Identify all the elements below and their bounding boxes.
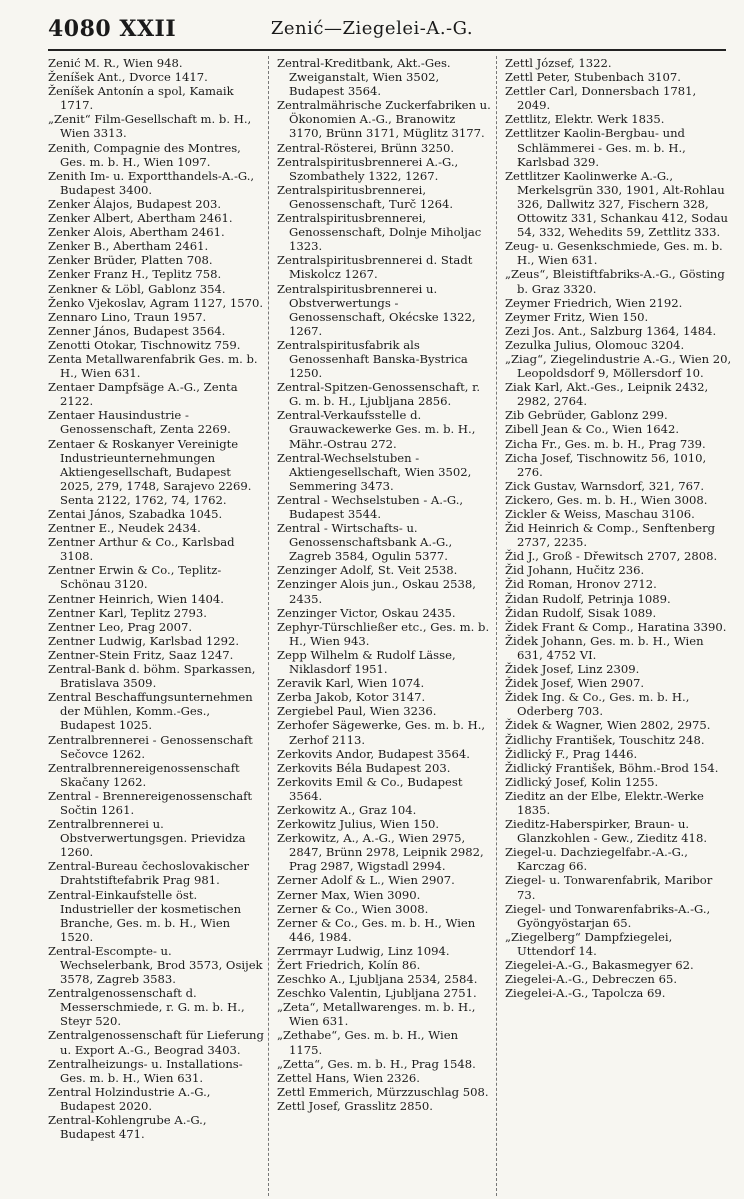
directory-entry: Zerner Adolf & L., Wien 2907. (277, 873, 455, 888)
directory-entry: Ziak Karl, Akt.-Ges., Leipnik 2432, 2982, 2764. (505, 380, 712, 409)
directory-entry: Židan Rudolf, Sisak 1089. (505, 605, 657, 620)
directory-entry: Zenker Albert, Abertham 2461. (48, 211, 233, 226)
directory-entry: Zib Gebrüder, Gablonz 299. (505, 408, 668, 423)
directory-entry: Zentral-Spitzen-Genossenschaft, r. G. m. b. H., Ljubljana 2856. (277, 380, 484, 409)
directory-entry: Žert Friedrich, Kolín 86. (277, 958, 421, 972)
directory-entry: Zezulka Julius, Olomouc 3204. (505, 337, 685, 352)
directory-entry: Zenotti Otokar, Tischnowitz 759. (48, 337, 241, 352)
directory-entry: Zenner János, Budapest 3564. (48, 323, 226, 338)
directory-entry: Zenzinger Victor, Oskau 2435. (277, 605, 456, 620)
directory-entry: Zentral - Wechselstuben - A.-G., Budapest 3544. (277, 492, 467, 521)
directory-entry: Zeymer Friedrich, Wien 2192. (505, 295, 683, 310)
directory-entry: Židlichy František, Touschitz 248. (505, 732, 705, 747)
directory-entry: Zentner Erwin & Co., Teplitz-Schönau 3120. (48, 563, 222, 592)
directory-entry: Ženíšek Ant., Dvorce 1417. (48, 70, 208, 85)
directory-entry: Židek Josef, Linz 2309. (505, 662, 640, 677)
directory-entry: Zeschko Valentin, Ljubljana 2751. (277, 986, 477, 1001)
directory-entry: Zerhofer Sägewerke, Ges. m. b. H., Zerhof 2113. (277, 718, 489, 747)
directory-entry: Zenkner & Löbl, Gablonz 354. (48, 281, 226, 296)
directory-entry: Ziegel- und Tonwarenfabriks-A.-G., Gyöngyöstarjan 65. (505, 901, 714, 930)
directory-entry: Židek Ing. & Co., Ges. m. b. H., Oderberg 703. (505, 690, 694, 719)
directory-entry: Zenzinger Adolf, St. Veit 2538. (277, 563, 458, 578)
directory-entry: Zerkowitz A., Graz 104. (277, 802, 417, 817)
directory-entry: Zentralmährische Zuckerfabriken u. Ökonomien A.-G., Branowitz 3170, Brünn 3171, Müglitz 3177. (277, 98, 495, 141)
directory-entry: Žid Heinrich & Comp., Senftenberg 2737, 2235. (505, 521, 719, 550)
directory-entry: Zicha Josef, Tischnowitz 56, 1010, 276. (505, 450, 710, 479)
page-title: Zenić—Ziegelei-A.-G. (270, 18, 474, 39)
directory-entry: Zenith, Compagnie des Montres, Ges. m. b. H., Wien 1097. (48, 140, 245, 169)
directory-entry: Zentral-Escompte- u. Wechselerbank, Brod 3573, Osijek 3578, Zagreb 3583. (48, 943, 267, 987)
header-rule (48, 49, 726, 51)
directory-entry: Zenith Im- u. Exportthandels-A.-G., Budapest 3400. (48, 168, 258, 197)
directory-entry: Zentralspiritusbrennerei u. Obstverwertungs - Genossenschaft, Okécske 1322, 1267. (277, 281, 480, 338)
directory-entry: Zentai János, Szabadka 1045. (48, 507, 223, 521)
directory-entry: Zerner & Co., Ges. m. b. H., Wien 446, 1984. (277, 915, 479, 944)
directory-entry: Zentaer Hausindustrie - Genossenschaft, Zenta 2269. (48, 408, 231, 437)
directory-entry: Zieditz-Haberspirker, Braun- u. Glanzkohlen - Gew., Zieditz 418. (505, 817, 707, 846)
directory-entry: „Zeus“, Bleistiftfabriks-A.-G., Gösting b. Graz 3320. (505, 267, 729, 296)
directory-entry: Zepp Wilhelm & Rudolf Lässe, Niklasdorf 1951. (277, 647, 460, 677)
directory-entry: Zentralgenossenschaft für Lieferung u. Export A.-G., Beograd 3403. (48, 1028, 268, 1057)
directory-entry: Zettel Hans, Wien 2326. (277, 1070, 420, 1085)
column-left (48, 56, 268, 1196)
directory-entry: Zentner-Stein Fritz, Saaz 1247. (48, 647, 234, 662)
directory-entry: Zerkovits Andor, Budapest 3564. (277, 746, 470, 761)
directory-entry: Zettl Emmerich, Mürzzuschlag 508. (277, 1084, 489, 1099)
directory-entry: Zentralspiritusbrennerei, Genossenschaft, Dolnje Miholjac 1323. (277, 211, 485, 254)
directory-entry: Žid Roman, Hronov 2712. (505, 577, 657, 592)
directory-entry: „Ziag“, Ziegelindustrie A.-G., Wien 20, Leopoldsdorf 9, Möllersdorf 10. (505, 351, 735, 381)
directory-entry: Zenker Brüder, Platten 708. (48, 253, 213, 268)
directory-entry: Zerkovits Emil & Co., Budapest 3564. (277, 774, 467, 803)
directory-entry: „Zenit“ Film-Gesellschaft m. b. H., Wien 3313. (48, 112, 255, 141)
directory-entry: Zenker Álajos, Budapest 203. (48, 196, 222, 211)
directory-entry: Zeymer Fritz, Wien 150. (505, 309, 649, 324)
directory-entry: Zentralspiritusbrennerei, Genossenschaft, Turč 1264. (277, 182, 454, 211)
page-header (0, 0, 744, 50)
directory-entry: Zentral Beschaffungsunternehmen der Mühlen, Komm.-Ges., Budapest 1025. (48, 690, 257, 733)
directory-entry: Zentral-Bureau čechoslovakischer Drahtstiftefabrik Prag 981. (48, 859, 253, 888)
directory-entry: Zentaer Dampfsäge A.-G., Zenta 2122. (48, 380, 242, 409)
directory-entry: Židan Rudolf, Petrinja 1089. (505, 591, 671, 606)
page-number: 4080 XXII (48, 16, 177, 42)
directory-entry: Zentralspiritusbrennerei d. Stadt Miskolcz 1267. (277, 253, 477, 282)
directory-entry: Zentralbrennerei - Genossenschaft Sečovce 1262. (48, 732, 257, 761)
directory-entry: Zentralbrennereigenossenschaft Skačany 1262. (48, 760, 244, 789)
directory-entry: Žid Johann, Hučitz 236. (505, 563, 645, 578)
directory-entry: Zentralspiritusbrennerei A.-G., Szombathely 1322, 1267. (277, 154, 462, 183)
directory-entry: Žid J., Groß - Dřewitsch 2707, 2808. (505, 549, 718, 564)
directory-entry: Zeravik Karl, Wien 1074. (277, 676, 425, 691)
directory-entry: Ziegel- u. Tonwarenfabrik, Maribor 73. (505, 873, 716, 902)
directory-entry: Židek Johann, Ges. m. b. H., Wien 631, 4752 VI. (505, 633, 708, 662)
directory-entry: Zentner Arthur & Co., Karlsbad 3108. (48, 535, 239, 564)
directory-entry: Zezi Jos. Ant., Salzburg 1364, 1484. (505, 323, 717, 338)
directory-entry: Zenzinger Alois jun., Oskau 2538, 2435. (277, 577, 480, 606)
directory-entry: Zentral-Wechselstuben - Aktiengesellschaft, Wien 3502, Semmering 3473. (277, 450, 476, 493)
directory-entry: „Zetta“, Ges. m. b. H., Prag 1548. (277, 1056, 476, 1071)
column-right (496, 56, 735, 1196)
directory-entry: Zenker B., Abertham 2461. (48, 239, 209, 254)
directory-entry: Zentral-Bank d. böhm. Sparkassen, Bratislava 3509. (48, 662, 260, 691)
directory-entry: Zentral-Kreditbank, Akt.-Ges. Zweiganstalt, Wien 3502, Budapest 3564. (277, 56, 455, 99)
directory-entry: Zenić M. R., Wien 948. (48, 56, 183, 70)
directory-entry: Zenker Alois, Abertham 2461. (48, 225, 225, 240)
directory-entry: Zerkowitz, A., A.-G., Wien 2975, 2847, Brünn 2978, Leipnik 2982, Prag 2987, Wigstadl 2994. (277, 831, 488, 874)
columns-container (48, 56, 735, 1196)
directory-entry: Zentral-Rösterei, Brünn 3250. (277, 140, 455, 155)
directory-entry: Zentaer & Roskanyer Vereinigte Industrieunternehmungen Aktiengesellschaft, Budapest 2025, 279, 1748, Sarajevo 2269. Senta 2122, 1762, 74, 1762. (48, 436, 256, 507)
directory-entry: Zentralspiritusfabrik als Genossenhaft Banska-Bystrica 1250. (277, 337, 472, 381)
directory-entry: Zenker Franz H., Teplitz 758. (48, 267, 222, 282)
directory-entry: Zickler & Weiss, Maschau 3106. (505, 507, 695, 521)
directory-entry: Zick Gustav, Warnsdorf, 321, 767. (505, 478, 705, 493)
directory-entry: Zenta Metallwarenfabrik Ges. m. b. H., Wien 631. (48, 351, 262, 381)
directory-entry: Zickero, Ges. m. b. H., Wien 3008. (505, 492, 708, 507)
directory-entry: Zentralheizungs- u. Installations-Ges. m. b. H., Wien 631. (48, 1056, 243, 1085)
directory-entry: Zicha Fr., Ges. m. b. H., Prag 739. (505, 436, 706, 451)
directory-entry: Ziegel-u. Dachziegelfabr.-A.-G., Karczag 66. (505, 845, 692, 874)
directory-entry: Zerba Jakob, Kotor 3147. (277, 690, 426, 705)
directory-entry: Zettlitz, Elektr. Werk 1835. (505, 112, 665, 127)
directory-entry: Zerner & Co., Wien 3008. (277, 901, 429, 916)
directory-entry: Zettlitzer Kaolinwerke A.-G., Merkelsgrün 330, 1901, Alt-Rohlau 326, Dallwitz 327, Fischern 328, Ottowitz 331, Schankau 412, Sodau 54, 332, Wehedits 59, Zettlitz 333. (505, 168, 732, 240)
directory-entry: Židek Josef, Wien 2907. (505, 676, 645, 691)
directory-entry: Zerrmayr Ludwig, Linz 1094. (277, 943, 450, 958)
directory-entry: Zeug- u. Gesenkschmiede, Ges. m. b. H., Wien 631. (505, 239, 727, 268)
directory-entry: Zennaro Lino, Traun 1957. (48, 309, 207, 324)
directory-entry: Židlický F., Prag 1446. (505, 746, 638, 761)
directory-entry: Zentner E., Neudek 2434. (48, 521, 201, 536)
directory-entry: Zentralgenossenschaft d. Messerschmiede, r. G. m. b. H., Steyr 520. (48, 986, 249, 1029)
directory-entry: Zergiebel Paul, Wien 3236. (277, 704, 437, 719)
directory-entry: Zentral-Kohlengrube A.-G., Budapest 471. (48, 1113, 211, 1142)
directory-entry: Zentral-Verkaufsstelle d. Grauwackewerke Ges. m. b. H., Mähr.-Ostrau 272. (277, 408, 480, 451)
directory-entry: „Ziegelberg“ Dampfziegelei, Uttendorf 14. (505, 929, 677, 958)
directory-entry: Zettl József, 1322. (505, 56, 612, 70)
directory-entry: Zentral-Einkaufstelle öst. Industrieller der kosmetischen Branche, Ges. m. b. H., Wien 1520. (48, 887, 245, 944)
directory-entry: Židek & Wagner, Wien 2802, 2975. (505, 718, 711, 733)
directory-entry: Zibell Jean & Co., Wien 1642. (505, 422, 680, 437)
directory-entry: Ženko Vjekoslav, Agram 1127, 1570. (48, 295, 264, 310)
column-middle (268, 56, 496, 1196)
directory-entry: Židek Frant & Comp., Haratina 3390. (505, 619, 727, 634)
directory-entry: Zentner Karl, Teplitz 2793. (48, 605, 207, 620)
directory-entry: Zidlický Josef, Kolin 1255. (505, 774, 659, 789)
directory-entry: Ziegelei-A.-G., Debreczen 65. (505, 972, 678, 987)
directory-entry: Ziegelei-A.-G., Tapolcza 69. (505, 986, 666, 1001)
directory-entry: Židlický František, Böhm.-Brod 154. (505, 760, 719, 775)
directory-entry: Zettl Josef, Grasslitz 2850. (277, 1098, 433, 1113)
directory-entry: Ženíšek Antonín a spol, Kamaik 1717. (48, 84, 238, 113)
directory-entry: Zettler Carl, Donnersbach 1781, 2049. (505, 84, 700, 113)
directory-entry: Zentral Holzindustrie A.-G., Budapest 2020. (48, 1084, 215, 1113)
directory-entry: Zentral - Brennereigenossenschaft Sočtin 1261. (48, 788, 256, 817)
directory-entry: Zentral - Wirtschafts- u. Genossenschaftsbank A.-G., Zagreb 3584, Ogulin 5377. (277, 521, 456, 564)
directory-entry: Zentner Leo, Prag 2007. (48, 619, 193, 634)
directory-entry: Zettl Peter, Stubenbach 3107. (505, 70, 681, 85)
directory-entry: „Zethabe“, Ges. m. b. H., Wien 1175. (277, 1028, 462, 1057)
directory-entry: Ziegelei-A.-G., Bakasmegyer 62. (505, 958, 694, 972)
directory-entry: Zerner Max, Wien 3090. (277, 887, 421, 902)
directory-entry: Zentner Heinrich, Wien 1404. (48, 591, 224, 606)
directory-entry: Zerkovits Béla Budapest 203. (277, 760, 451, 775)
directory-entry: „Zeta“, Metallwarenges. m. b. H., Wien 631. (277, 1000, 480, 1029)
directory-entry: Zentralbrennerei u. Obstverwertungsgen. Prievidza 1260. (48, 817, 250, 860)
directory-entry: Zettlitzer Kaolin-Bergbau- und Schlämmerei - Ges. m. b. H., Karlsbad 329. (505, 126, 690, 169)
directory-entry: Zentner Ludwig, Karlsbad 1292. (48, 633, 240, 648)
directory-entry: Zieditz an der Elbe, Elektr.-Werke 1835. (505, 788, 708, 817)
directory-entry: Zerkowitz Julius, Wien 150. (277, 817, 440, 832)
directory-entry: Zephyr-Türschließer etc., Ges. m. b. H., Wien 943. (277, 619, 493, 648)
directory-entry: Zeschko A., Ljubljana 2534, 2584. (277, 972, 478, 987)
